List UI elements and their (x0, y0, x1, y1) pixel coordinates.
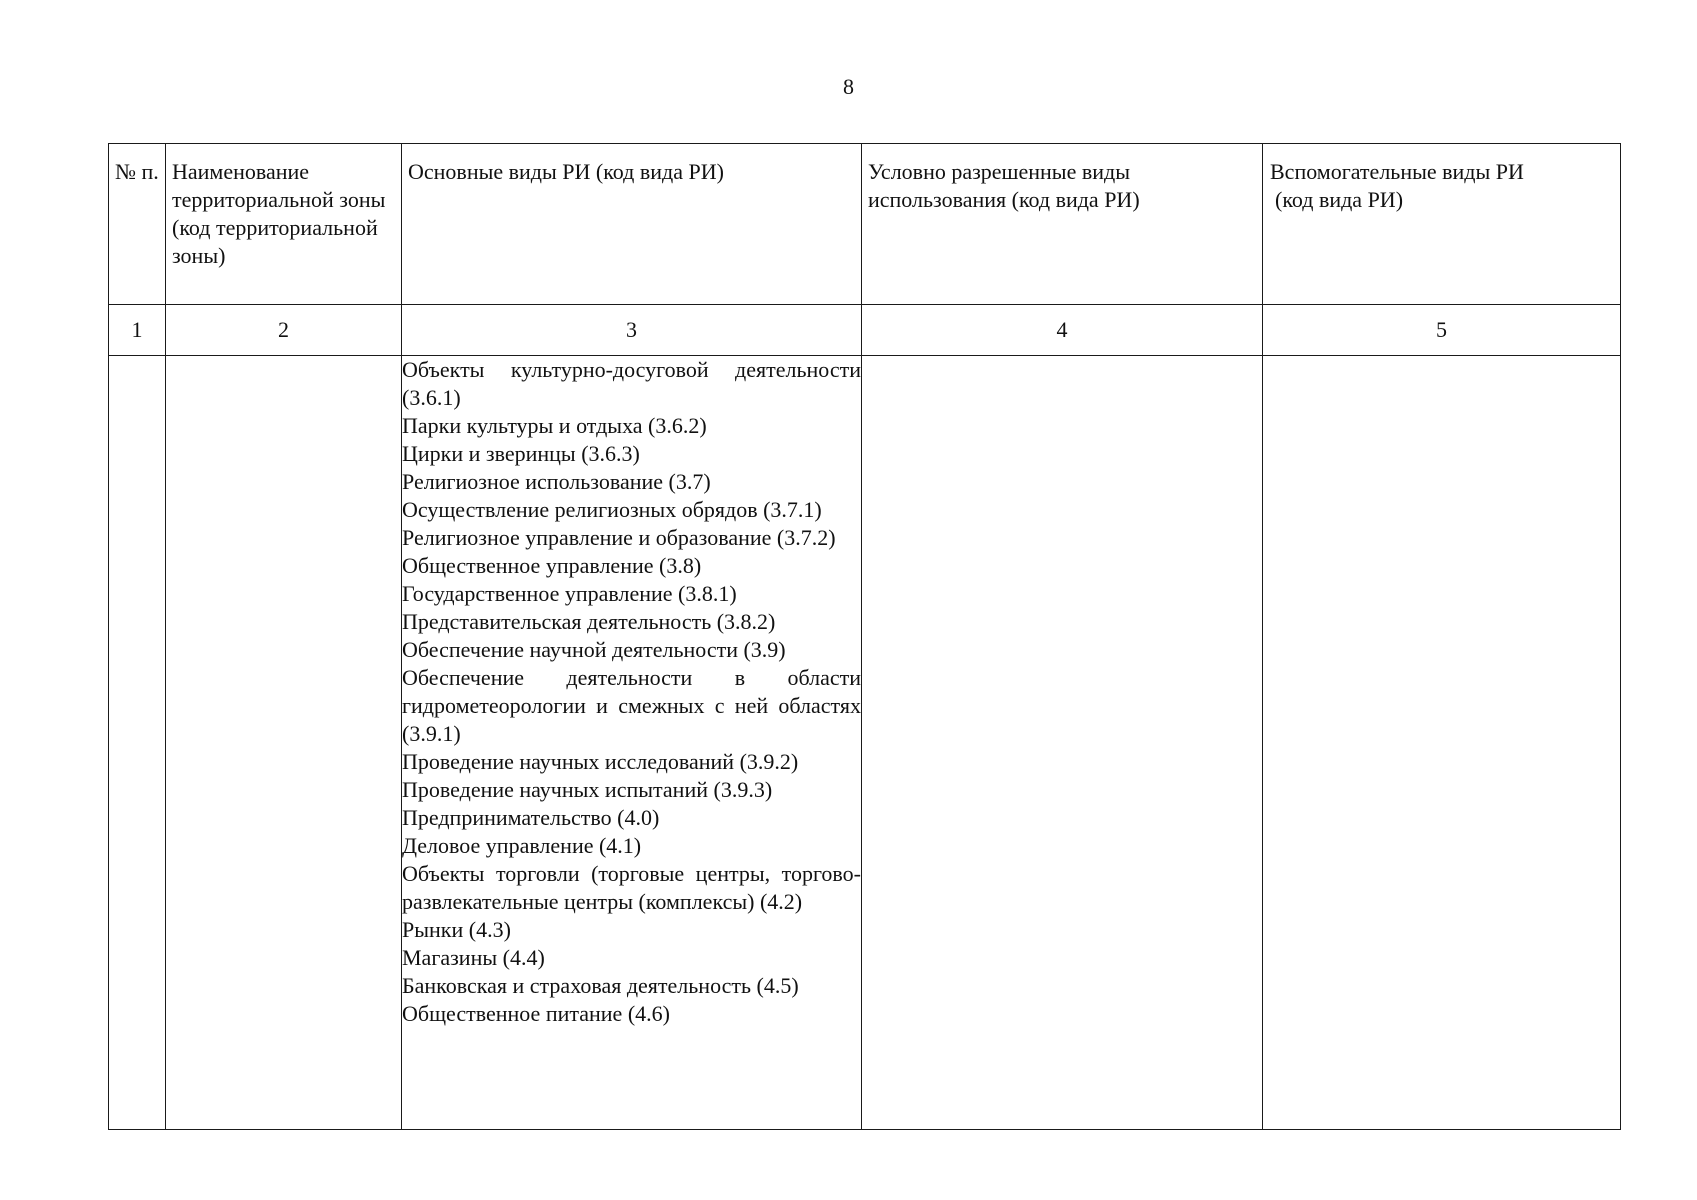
list-item: Религиозное использование (3.7) (402, 469, 711, 494)
list-item: Объекты культурно-досуговой деятельности (3.6.1) (402, 357, 861, 410)
table-header-row (109, 144, 1621, 305)
zoning-regulations-table (108, 143, 1621, 1130)
zone-name-cell (166, 356, 402, 1130)
list-item: Банковская и страховая деятельность (4.5) (402, 973, 799, 998)
page-number: 8 (843, 74, 854, 99)
list-item: Общественное питание (4.6) (402, 1001, 670, 1026)
list-item: Представительская деятельность (3.8.2) (402, 609, 776, 634)
list-item: Общественное управление (3.8) (402, 553, 702, 578)
header-auxiliary-uses-line1: Вспомогательные виды РИ (1270, 159, 1524, 184)
list-item: Осуществление религиозных обрядов (3.7.1) (402, 497, 822, 522)
header-main-uses: Основные виды РИ (код вида РИ) (402, 144, 862, 305)
list-item: Деловое управление (4.1) (402, 833, 642, 858)
list-item: Обеспечение деятельности в области гидрометеорологии и смежных с ней областях (3.9.1) (402, 665, 861, 746)
column-number: 1 (109, 305, 166, 356)
list-item: Государственное управление (3.8.1) (402, 581, 737, 606)
column-number: 2 (166, 305, 402, 356)
auxiliary-uses-cell (1263, 356, 1621, 1130)
main-uses-cell (402, 356, 862, 1130)
list-item: Парки культуры и отдыха (3.6.2) (402, 413, 707, 438)
column-number: 5 (1263, 305, 1621, 356)
header-zone-name: Наименование территориальной зоны (код территориальной зоны) (166, 144, 402, 305)
column-number: 4 (862, 305, 1263, 356)
table-row (109, 356, 1621, 1130)
list-item: Объекты торговли (торговые центры, торгово-развлекательные центры (комплексы) (4.2) (402, 861, 861, 914)
list-item: Рынки (4.3) (402, 917, 511, 942)
list-item: Магазины (4.4) (402, 945, 545, 970)
header-number: № п. (109, 144, 166, 305)
list-item: Проведение научных исследований (3.9.2) (402, 749, 799, 774)
header-auxiliary-uses-line2: (код вида РИ) (1275, 187, 1404, 212)
list-item: Религиозное управление и образование (3.7.2) (402, 525, 836, 550)
list-item: Предпринимательство (4.0) (402, 805, 660, 830)
conditional-uses-cell (862, 356, 1263, 1130)
list-item: Проведение научных испытаний (3.9.3) (402, 777, 773, 802)
column-number-row (109, 305, 1621, 356)
list-item: Обеспечение научной деятельности (3.9) (402, 637, 786, 662)
header-auxiliary-uses (1263, 144, 1621, 305)
row-number-cell (109, 356, 166, 1130)
header-conditional-uses: Условно разрешенные виды использования (код вида РИ) (862, 144, 1263, 305)
column-number: 3 (402, 305, 862, 356)
list-item: Цирки и зверинцы (3.6.3) (402, 441, 640, 466)
